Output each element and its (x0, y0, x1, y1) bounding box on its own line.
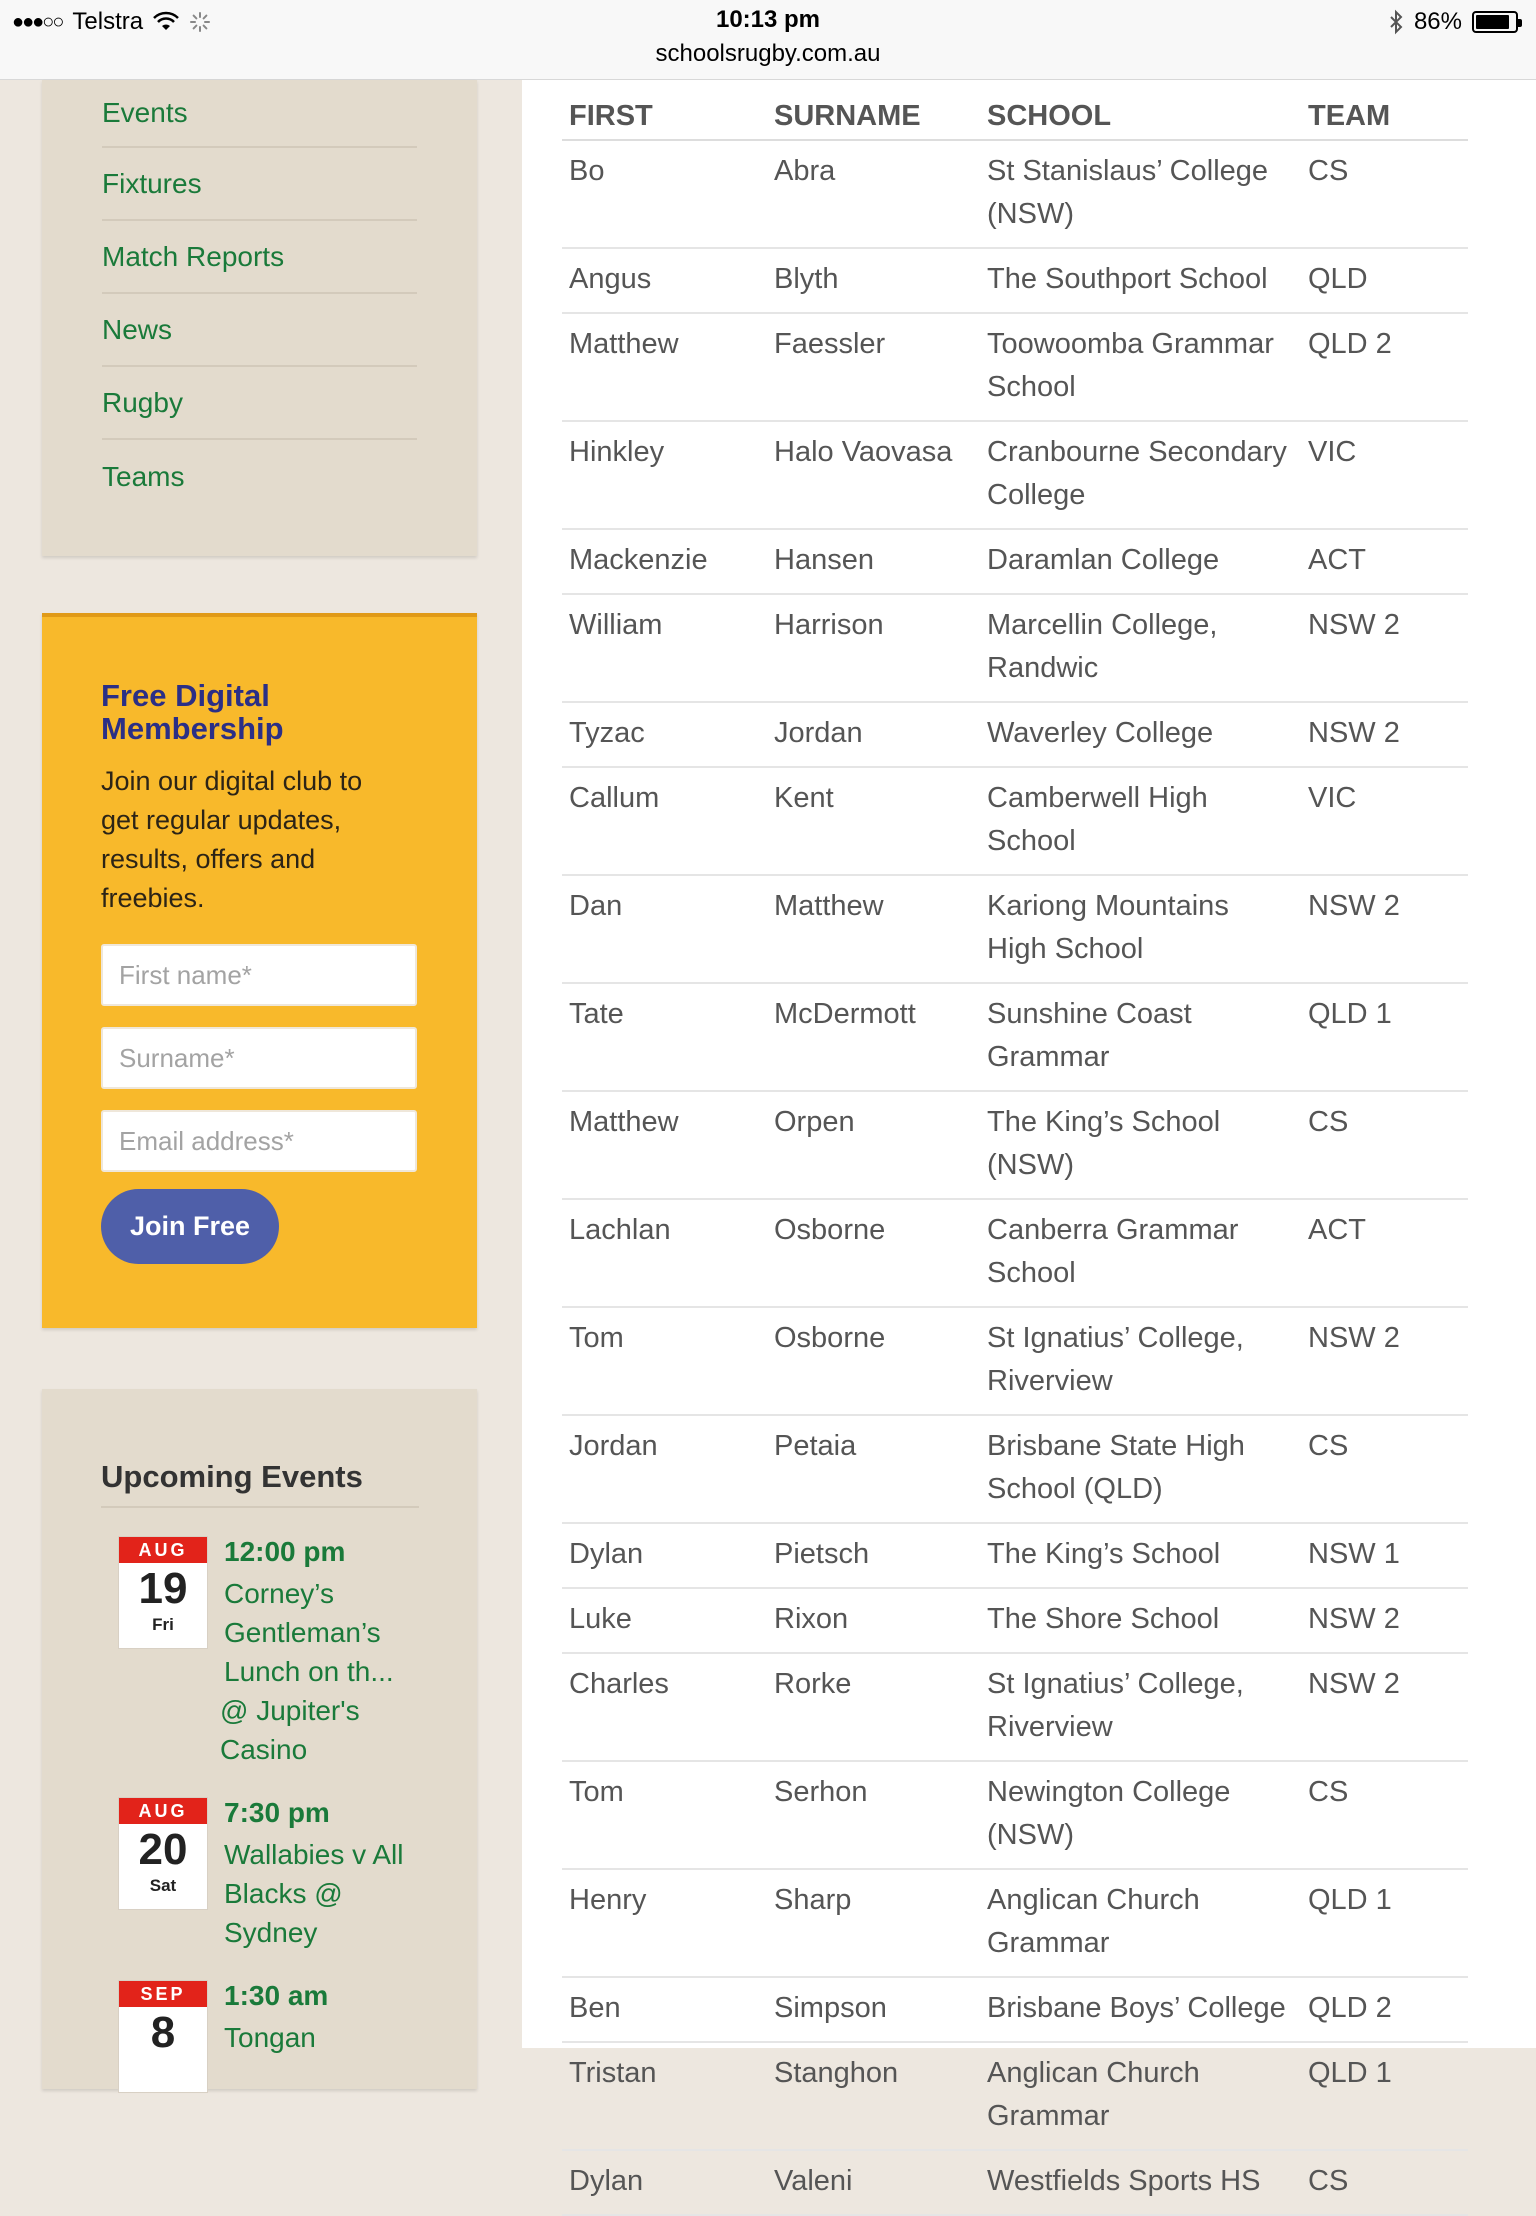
first-name-cell: Matthew (562, 313, 767, 421)
address-url[interactable]: schoolsrugby.com.au (655, 40, 881, 67)
players-table (562, 80, 1468, 2216)
event-time[interactable]: 1:30 am (224, 1980, 329, 2011)
team-cell: CS (1301, 140, 1468, 248)
table-row (562, 594, 1468, 702)
team-cell: NSW 2 (1301, 1653, 1468, 1761)
school-cell: Brisbane Boys’ College (980, 1977, 1301, 2042)
event-date-badge (118, 1797, 208, 1910)
team-cell: QLD 2 (1301, 1977, 1468, 2042)
sidebar-nav-panel (42, 80, 477, 556)
event-date-badge (118, 1980, 208, 2093)
event-weekday: Sat (149, 1876, 177, 1895)
team-cell: VIC (1301, 421, 1468, 529)
table-row (562, 2042, 1468, 2150)
first-name-cell: Tom (562, 1307, 767, 1415)
battery-icon (1472, 11, 1518, 33)
first-name-cell: Dylan (562, 1523, 767, 1588)
players-table-body (562, 140, 1468, 2215)
surname-cell: Kent (767, 767, 980, 875)
table-row (562, 1588, 1468, 1653)
event-title-link[interactable]: Corney’s Gentleman’s Lunch on th... (224, 1578, 394, 1687)
school-cell: Cranbourne Secondary College (980, 421, 1301, 529)
table-row (562, 1653, 1468, 1761)
sidebar-item-match-reports[interactable]: Match Reports (102, 221, 417, 294)
team-cell: QLD 1 (1301, 2042, 1468, 2150)
school-cell: Marcellin College, Randwic (980, 594, 1301, 702)
event-month: AUG (119, 1798, 207, 1824)
school-cell: The Southport School (980, 248, 1301, 313)
surname-cell: Simpson (767, 1977, 980, 2042)
team-cell: QLD 2 (1301, 313, 1468, 421)
team-cell: NSW 2 (1301, 1307, 1468, 1415)
team-cell: ACT (1301, 1199, 1468, 1307)
table-row (562, 1761, 1468, 1869)
school-cell: Canberra Grammar School (980, 1199, 1301, 1307)
surname-cell: Pietsch (767, 1523, 980, 1588)
column-header-school: SCHOOL (980, 80, 1301, 140)
first-name-cell: Dan (562, 875, 767, 983)
event-day: 19 (138, 1564, 188, 1613)
first-name-input[interactable]: First name* (101, 944, 417, 1006)
first-name-cell: Matthew (562, 1091, 767, 1199)
membership-title: Free Digital Membership (101, 678, 284, 746)
surname-cell: Osborne (767, 1307, 980, 1415)
school-cell: St Ignatius’ College, Riverview (980, 1307, 1301, 1415)
first-name-cell: Callum (562, 767, 767, 875)
surname-cell: Sharp (767, 1869, 980, 1977)
surname-cell: Rorke (767, 1653, 980, 1761)
first-name-cell: Dylan (562, 2150, 767, 2215)
main-content (522, 80, 1536, 2197)
school-cell: Camberwell High School (980, 767, 1301, 875)
school-cell: Westfields Sports HS (980, 2150, 1301, 2215)
first-name-cell: Angus (562, 248, 767, 313)
event-weekday: Fri (152, 1615, 174, 1634)
first-name-cell: Lachlan (562, 1199, 767, 1307)
event-title-link[interactable]: Tongan (224, 2022, 316, 2053)
upcoming-events-panel (42, 1389, 477, 2089)
surname-cell: Orpen (767, 1091, 980, 1199)
school-cell: Anglican Church Grammar (980, 1869, 1301, 1977)
first-name-cell: Tom (562, 1761, 767, 1869)
event-day: 8 (150, 2008, 176, 2057)
email-input[interactable]: Email address* (101, 1110, 417, 1172)
membership-description: Join our digital club to get regular updates, results, offers and freebies. (101, 766, 363, 913)
table-row (562, 529, 1468, 594)
school-cell: St Ignatius’ College, Riverview (980, 1653, 1301, 1761)
sidebar-item-events[interactable]: Events (102, 80, 417, 148)
surname-cell: Valeni (767, 2150, 980, 2215)
event-day: 20 (138, 1825, 188, 1874)
school-cell: Newington College (NSW) (980, 1761, 1301, 1869)
table-row (562, 248, 1468, 313)
sidebar-item-teams[interactable]: Teams (102, 460, 185, 492)
status-time: 10:13 pm (715, 6, 821, 33)
school-cell: The King’s School (980, 1523, 1301, 1588)
table-row (562, 421, 1468, 529)
carrier-name: Telstra (72, 8, 144, 35)
team-cell: ACT (1301, 529, 1468, 594)
table-row (562, 1869, 1468, 1977)
first-name-cell: William (562, 594, 767, 702)
first-name-cell: Hinkley (562, 421, 767, 529)
table-row (562, 1415, 1468, 1523)
team-cell: NSW 2 (1301, 1588, 1468, 1653)
table-row (562, 767, 1468, 875)
team-cell: CS (1301, 1091, 1468, 1199)
membership-panel (42, 613, 477, 1328)
signal-strength-icon: ●●●○○ (12, 10, 63, 33)
team-cell: NSW 2 (1301, 875, 1468, 983)
surname-cell: Serhon (767, 1761, 980, 1869)
table-row (562, 702, 1468, 767)
school-cell: Toowoomba Grammar School (980, 313, 1301, 421)
first-name-cell: Charles (562, 1653, 767, 1761)
team-cell: NSW 2 (1301, 702, 1468, 767)
join-free-button[interactable]: Join Free (101, 1189, 279, 1264)
table-row (562, 140, 1468, 248)
school-cell: The King’s School (NSW) (980, 1091, 1301, 1199)
team-cell: QLD (1301, 248, 1468, 313)
surname-cell: Harrison (767, 594, 980, 702)
surname-cell: Petaia (767, 1415, 980, 1523)
status-bar (0, 0, 1536, 80)
surname-cell: Blyth (767, 248, 980, 313)
first-name-cell: Tyzac (562, 702, 767, 767)
battery-percent: 86% (1413, 8, 1462, 35)
bluetooth-icon (1388, 10, 1404, 34)
surname-cell: Faessler (767, 313, 980, 421)
event-month: AUG (119, 1537, 207, 1563)
divider (101, 1506, 419, 1508)
table-header-row (562, 80, 1468, 140)
school-cell: Waverley College (980, 702, 1301, 767)
first-name-cell: Henry (562, 1869, 767, 1977)
first-name-cell: Ben (562, 1977, 767, 2042)
surname-cell: Osborne (767, 1199, 980, 1307)
event-venue: @ Jupiter's Casino (220, 1695, 360, 1765)
event-date-badge (118, 1536, 208, 1649)
table-row (562, 2150, 1468, 2215)
surname-cell: Hansen (767, 529, 980, 594)
column-header-team: TEAM (1301, 80, 1468, 140)
table-row (562, 1977, 1468, 2042)
surname-cell: Rixon (767, 1588, 980, 1653)
sidebar-nav-list (42, 80, 477, 513)
event-title-link[interactable]: Wallabies v All Blacks @ Sydney (224, 1839, 404, 1948)
school-cell: St Stanislaus’ College (NSW) (980, 140, 1301, 248)
event-time[interactable]: 7:30 pm (224, 1797, 330, 1828)
school-cell: Anglican Church Grammar (980, 2042, 1301, 2150)
school-cell: Daramlan College (980, 529, 1301, 594)
first-name-cell: Tate (562, 983, 767, 1091)
sidebar-item-fixtures[interactable]: Fixtures (102, 148, 417, 221)
school-cell: Kariong Mountains High School (980, 875, 1301, 983)
first-name-cell: Tristan (562, 2042, 767, 2150)
team-cell: NSW 2 (1301, 594, 1468, 702)
sidebar-item-rugby[interactable]: Rugby (102, 367, 417, 440)
team-cell: CS (1301, 2150, 1468, 2215)
table-row (562, 1307, 1468, 1415)
table-row (562, 1523, 1468, 1588)
team-cell: VIC (1301, 767, 1468, 875)
school-cell: The Shore School (980, 1588, 1301, 1653)
event-month: SEP (119, 1981, 207, 2007)
team-cell: CS (1301, 1761, 1468, 1869)
table-row (562, 983, 1468, 1091)
surname-cell: Matthew (767, 875, 980, 983)
table-row (562, 313, 1468, 421)
surname-cell: Abra (767, 140, 980, 248)
battery-fill (1476, 15, 1509, 29)
first-name-cell: Luke (562, 1588, 767, 1653)
upcoming-events-title: Upcoming Events (101, 1459, 363, 1494)
school-cell: Sunshine Coast Grammar (980, 983, 1301, 1091)
table-row (562, 1091, 1468, 1199)
column-header-surname: SURNAME (767, 80, 980, 140)
table-row (562, 1199, 1468, 1307)
surname-cell: Halo Vaovasa (767, 421, 980, 529)
team-cell: CS (1301, 1415, 1468, 1523)
surname-cell: Stanghon (767, 2042, 980, 2150)
team-cell: NSW 1 (1301, 1523, 1468, 1588)
first-name-cell: Jordan (562, 1415, 767, 1523)
sidebar-item-news[interactable]: News (102, 294, 417, 367)
first-name-cell: Mackenzie (562, 529, 767, 594)
column-header-first: FIRST (562, 80, 767, 140)
team-cell: QLD 1 (1301, 983, 1468, 1091)
event-time[interactable]: 12:00 pm (224, 1536, 346, 1567)
surname-cell: Jordan (767, 702, 980, 767)
first-name-cell: Bo (562, 140, 767, 248)
table-row (562, 875, 1468, 983)
team-cell: QLD 1 (1301, 1869, 1468, 1977)
school-cell: Brisbane State High School (QLD) (980, 1415, 1301, 1523)
status-bar-right (1388, 8, 1518, 36)
surname-cell: McDermott (767, 983, 980, 1091)
surname-input[interactable]: Surname* (101, 1027, 417, 1089)
